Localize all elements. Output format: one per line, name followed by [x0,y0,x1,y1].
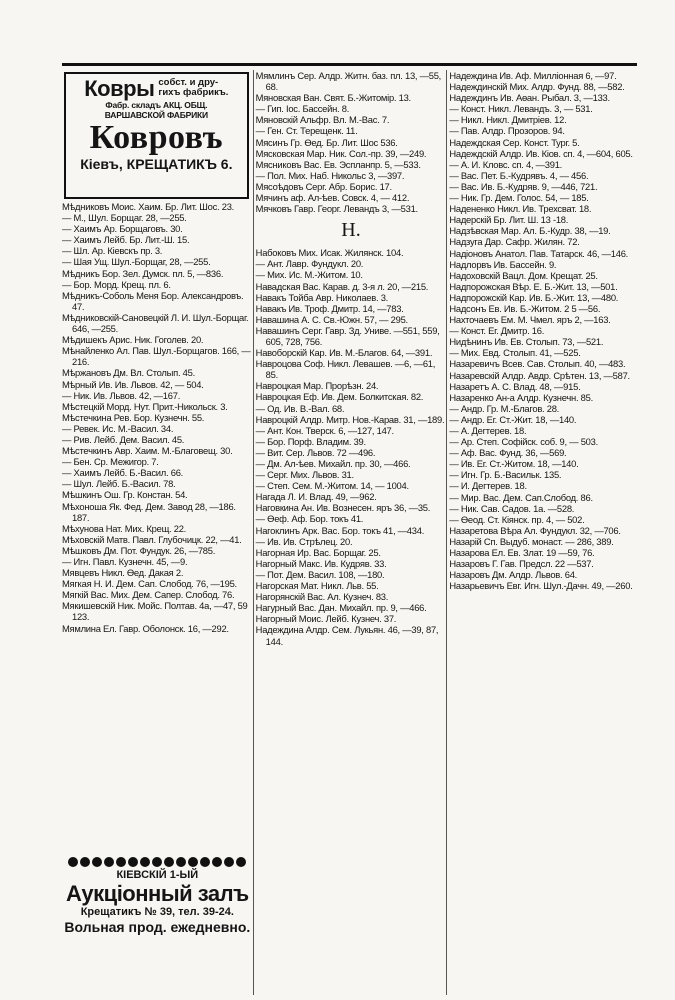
ad-carpets-side [158,78,228,98]
directory-entry: Мѣшкинъ Ош. Гр. Констан. 54. [62,489,188,501]
ad-carpets-word: Ковры [84,76,155,101]
directory-entry: Мямлина Ел. Гавр. Оболонск. 16, —292. [62,622,229,634]
directory-entry: Мявцевъ Никл. Ѳед. Дакая 2. [62,567,184,579]
column-1 [62,70,253,995]
directory-entry: Надзуга Дар. Сафр. Жилян. 72. [449,236,580,248]
ad-carpets-address: Кіевъ, КРЕЩАТИКЪ 6. [80,156,233,172]
directory-entry: — М., Шул. Борщаг. 28, —255. [62,212,187,224]
directory-entry: Навроцова Соф. Никл. Левашев. —6, —61, 85. [255,358,436,381]
directory-entry: Мѣдишекъ Арис. Ник. Гоголев. 20. [62,334,204,346]
directory-entry: — Вас. Ив. Б.-Кудряв. 9, —446, 721. [449,180,598,192]
column-2-entries-m [256,70,447,214]
directory-entry: — Вит. Сер. Львов. 72 —496. [255,446,376,458]
directory-entry: Надеждинъ Ив. Аѳан. Рыбал. 3, —133. [449,92,610,104]
directory-entry: Мѣстецкій Морд. Нут. Прит.-Никольск. 3. [62,400,228,412]
directory-entry: Навоборскій Кар. Ив. М.-Благов. 64, —391. [255,347,433,359]
directory-entry: — Бор. Морд. Крещ. пл. 6. [62,278,171,290]
directory-entry: Мѣнайленко Ал. Пав. Шул.-Борщагов. 166, —216. [62,345,251,368]
directory-entry: — Ѳеф. Аф. Бор. токъ 41. [255,513,364,525]
directory-entry: — Ген. Ст. Терещенк. 11. [255,125,358,137]
ad-hall-line2: Аукціонный залъ [66,881,249,906]
directory-entry: Навакъ Тойба Авр. Николаев. 3. [255,291,389,303]
ad-carpets-line4: ВАРШАВСКОЙ ФАБРИКИ [104,110,208,120]
directory-entry: Назаренко Ан-а Алдр. Кузнечн. 85. [449,391,593,403]
directory-entry: Надзѣвская Мар. Ал. Б.-Кудр. 38, —19. [449,225,611,237]
directory-entry: Назарьевичъ Евг. Игн. Шул.-Дачн. 49, —260. [449,580,633,592]
directory-entry: Навроцкая Еф. Ив. Дем. Болкитская. 82. [255,391,424,403]
directory-entry: Назарій Сп. Выдуб. монаст. — 286, 389. [449,535,614,547]
directory-entry: Мягкая Н. И. Дем. Сап. Слобод. 76, —195. [62,578,237,590]
directory-entry: Нахточаевъ Ем. М. Чмел. яръ 2, —163. [449,314,611,326]
directory-entry: — Степ. Сем. М.-Житом. 14, — 1004. [255,480,409,492]
directory-entry: — Шул. Лейб. Б.-Васил. 78. [62,478,176,490]
directory-entry: — Дм. Ал-ѣев. Михайл. пр. 30, —466. [255,458,411,469]
directory-entry: Назаровъ Дм. Алдр. Львов. 64. [449,569,578,581]
carpets-advertisement [64,72,249,199]
ad-carpets-side-1: собст. и дру- [158,77,219,88]
ad-hall-line4: Вольная прод. ежедневно. [64,919,251,935]
directory-entry: Мячковъ Гавр. Георг. Левандъ 3, —531. [255,203,418,215]
directory-entry: Надіоновъ Анатол. Пав. Татарск. 46, —146. [449,247,629,259]
directory-entry: — Од. Ив. В.-Вал. 68. [255,402,345,414]
column-3-entries [449,70,640,591]
directory-entry: Надеждскій Алдр. Ив. Кіов. сп. 4, —604, 605. [449,147,633,159]
directory-entry: Мяновская Ван. Свят. Б.-Житомір. 13. [255,92,411,104]
directory-entry: — Пол. Мих. Наб. Никольс 3, —397. [255,169,405,181]
directory-entry: — Мих. Евд. Столып. 41, —525. [449,347,581,359]
directory-entry: Нагорная Ир. Вас. Борщаг. 25. [255,546,381,558]
directory-entry: Назаревскій Алдр. Авдр. Срѣтен. 13, —587. [449,369,630,381]
directory-entry: Надеждина Ив. Аф. Милліонная 6, —97. [449,70,617,81]
ad-hall-line1: КІЕВСКІЙ 1-ЫЙ [116,869,199,881]
directory-entry: Мѣховскій Матв. Павл. Глубочицк. 22, —41. [62,533,242,545]
directory-entry: Надлорвъ Ив. Бассейн. 9. [449,258,557,270]
directory-entry: — Ив. Ив. Стрѣлец. 20. [255,535,353,547]
columns [62,70,640,995]
directory-entry: — Пав. Алдр. Прозоров. 94. [449,125,565,137]
directory-entry: Мясниковъ Вас. Ев. Эспланпр. 5, —533. [255,158,421,170]
directory-entry: — Игн. Гр. Б.-Васильк. 135. [449,469,562,481]
directory-entry: — Шл. Ар. Кіевскъ пр. 3. [62,245,163,257]
directory-entry: — Игн. Павл. Кузнечн. 45, —9. [62,556,188,567]
directory-entry: Надерскій Бр. Лит. Ш. 13 -18. [449,214,569,226]
directory-entry: — Вас. Пет. Б.-Кудрявъ. 4, — 456. [449,169,589,181]
column-1-entries [62,201,253,634]
directory-entry: Мямлинъ Сер. Алдр. Житн. баз. пл. 13, —55, 68. [255,70,442,93]
directory-entry: — Рив. Лейб. Дем. Васил. 45. [62,433,185,445]
ad-carpets-brand: Ковровъ [89,119,224,156]
directory-entry: — Ив. Ег. Ст.-Житом. 18, —140. [449,458,579,470]
directory-entry: — Пот. Дем. Васил. 108, —180. [255,568,385,580]
directory-entry: Нагада Л. И. Влад. 49, —962. [255,491,377,503]
directory-entry: Навашина А. С. Св.-Южн. 57, — 295. [255,313,408,325]
directory-entry: — И. Дегтерев. 18. [449,480,527,492]
directory-entry: — Хаимъ Ар. Борщаговъ. 30. [62,223,183,235]
directory-entry: Надпорожскій Кар. Ив. Б.-Жит. 13, —480. [449,291,619,303]
directory-entry: Надеждина Алдр. Сем. Лукьян. 46, —39, 87, 144. [255,624,439,647]
directory-entry: Мѣржановъ Дм. Вл. Столып. 45. [62,367,195,379]
directory-entry: — Бор. Порф. Владим. 39. [255,435,366,447]
directory-entry: Назарова Ел. Ев. Злат. 19 —59, 76. [449,547,595,559]
directory-entry: Наговкина Ан. Ив. Вознесен. яръ 36, —35. [255,502,431,514]
directory-entry: — Никл. Никл. Дмитріев. 12. [449,114,567,126]
directory-entry: Надеждская Сер. Конст. Тург. 5. [449,136,580,148]
directory-entry: Нагурный Вас. Дан. Михайл. пр. 9, —466. [255,602,427,614]
directory-entry: — Ревек. Ис. М.-Васил. 34. [62,422,174,434]
directory-entry: Мячинъ аф. Ал-ѣев. Совск. 4, — 412. [255,192,410,204]
directory-entry: — Мих. Ис. М.-Житом. 10. [255,269,363,281]
directory-entry: Назаретъ А. С. Влад. 48, —915. [449,380,581,392]
directory-entry: Нагорный Макс. Ив. Кудряв. 33. [255,557,387,569]
directory-entry: Мясинъ Гр. Ѳед. Бр. Лит. Шос 536. [255,136,398,148]
directory-entry: — Бен. Ср. Межигор. 7. [62,456,159,468]
directory-entry: Мѣдниковъ Моис. Хаим. Бр. Лит. Шос. 23. [62,201,235,212]
directory-entry: — Хаимъ Лейб. Б.-Васил. 66. [62,467,184,479]
ad-carpets-side-2: гихъ фабрикъ. [158,87,229,98]
directory-entry: Нагорская Мат. Никл. Льв. 55. [255,580,379,592]
column-3 [446,70,640,995]
directory-entry: Нагорянскій Вас. Ал. Кузнеч. 83. [255,591,389,603]
directory-entry: Мѣхунова Нат. Мих. Крещ. 22. [62,522,187,534]
directory-entry: — Андр. Ег. Ст.-Жит. 18, —140. [449,413,577,425]
directory-entry: — Конст. Никл. Левандъ. 3, — 531. [449,103,593,115]
directory-entry: Нагоклинъ Арк. Вас. Бор. токъ 41, —434. [255,524,425,536]
ad-hall-line3: Крещатикъ № 39, тел. 39-24. [80,906,234,918]
directory-entry: Надсонъ Ев. Ив. Б.-Житом. 2 5 —56. [449,302,601,314]
ad-dots-decoration [64,857,251,867]
directory-entry: Надоховскій Вацл. Дом. Крещат. 25. [449,269,598,281]
ad-carpets-line3: Фабр. складъ АКЦ. ОБЩ. [105,100,208,110]
directory-entry: Мѣшковъ Дм. Пот. Фундук. 26, —785. [62,544,216,556]
directory-entry: Мѣдниковскій-Сановецкій Л. И. Шул.-Борщаг. 646, —255. [62,311,249,335]
directory-entry: — Гип. Іос. Бассейн. 8. [255,103,350,115]
directory-entry: Мясковская Мар. Ник. Сол.-пр. 39, —249. [255,147,427,159]
directory-entry: — Андр. Гр. М.-Благов. 28. [449,402,560,414]
directory-entry: — А. И. Кловс. сп. 4, —391. [449,158,563,170]
directory-entry: Надененко Никл. Ив. Трехсват. 18. [449,203,592,215]
directory-entry: — Ант. Кон. Тверск. 6, —127, 147. [255,424,394,436]
directory-entry: Назаровъ Г. Гав. Предсл. 22 —537. [449,558,594,570]
directory-entry: Нагорный Моис. Лейб. Кузнеч. 37. [255,613,397,625]
top-rule [62,63,637,66]
directory-entry: Навашинъ Серг. Гавр. Зд. Униве. —551, 559, 605, 728, 756. [255,324,440,347]
directory-entry: Навакъ Ив. Троф. Дмитр. 14, —783. [255,302,404,314]
directory-entry: Мякишевскій Ник. Мойс. Полтав. 4а, —47, 59 123. [62,600,248,623]
directory-entry: Мягкій Вас. Мих. Дем. Сапер. Слобод. 76. [62,589,235,601]
directory-entry: Навроцкій Алдр. Митр. Нов.-Карав. 31, —189. [255,413,445,425]
directory-entry: Мѣдникъ Бор. Зел. Думск. пл. 5, —836. [62,267,224,279]
directory-entry: Мѣрный Ив. Ив. Львов. 42, — 504. [62,378,204,390]
directory-entry: Набоковъ Мих. Исак. Жилянск. 104. [255,247,404,259]
directory-entry: Назаретова Вѣра Ал. Фундукл. 32, —706. [449,524,621,536]
directory-entry: Мясоѣдовъ Серг. Абр. Борис. 17. [255,180,392,192]
directory-entry: — Хаимъ Лейб. Бр. Лит.-Ш. 15. [62,234,190,246]
directory-entry: Навроцкая Мар. Прорѣзн. 24. [255,380,379,392]
directory-entry: — А. Дегтерев. 18. [449,425,527,436]
section-letter-heading: Н. [341,219,361,242]
directory-entry: — Конст. Ег. Дмитр. 16. [449,325,545,337]
directory-entry: Мѣхоноша Як. Фед. Дем. Завод 28, —186. 187. [62,500,236,523]
directory-entry: Надеждинскій Мих. Алдр. Фунд. 88, —582. [449,81,625,93]
directory-entry: Мѣстечкинъ Авр. Хаим. М.-Благовещ. 30. [62,445,233,457]
auction-hall-advertisement [62,857,249,995]
column-2 [253,70,447,995]
directory-entry: Мѣдникъ-Соболь Меня Бор. Александровъ. 47. [62,289,244,312]
directory-entry: — Аф. Вас. Фунд. 36, —569. [449,447,567,459]
directory-entry: Надпорожская Вѣр. Е. Б.-Жит. 13, —501. [449,280,618,292]
directory-entry: — Ѳеод. Ст. Кіянск. пр. 4, — 502. [449,513,585,525]
directory-entry: Назаревичъ Всев. Сав. Столып. 40, —483. [449,358,626,370]
directory-entry: — Ант. Лавр. Фундукл. 20. [255,258,364,270]
directory-entry: — Серг. Мих. Львов. 31. [255,469,354,481]
directory-entry: Мѣстечкина Рев. Бор. Кузнечн. 55. [62,411,205,423]
directory-entry: — Ник. Сав. Садов. 1а. —528. [449,502,575,514]
directory-entry: — Ник. Гр. Дем. Голос. 54, — 185. [449,192,589,204]
directory-entry: — Ар. Степ. Софійск. соб. 9, — 503. [449,436,598,448]
directory-entry: Навадская Вас. Карав. д. 3-я л. 20, —215. [255,280,429,292]
directory-entry: — Мир. Вас. Дем. Сап.Слобод. 86. [449,491,593,503]
directory-entry: — Ник. Ив. Львов. 42, —167. [62,389,181,401]
column-2-entries-n [256,247,447,646]
directory-entry: — Шая Ущ. Шул.-Борщаг, 28, —255. [62,256,211,268]
directory-entry: Мяновскій Альфр. Вл. М.-Вас. 7. [255,114,390,126]
directory-entry: Нидѣнинъ Ив. Ев. Столып. 73, —521. [449,336,604,348]
